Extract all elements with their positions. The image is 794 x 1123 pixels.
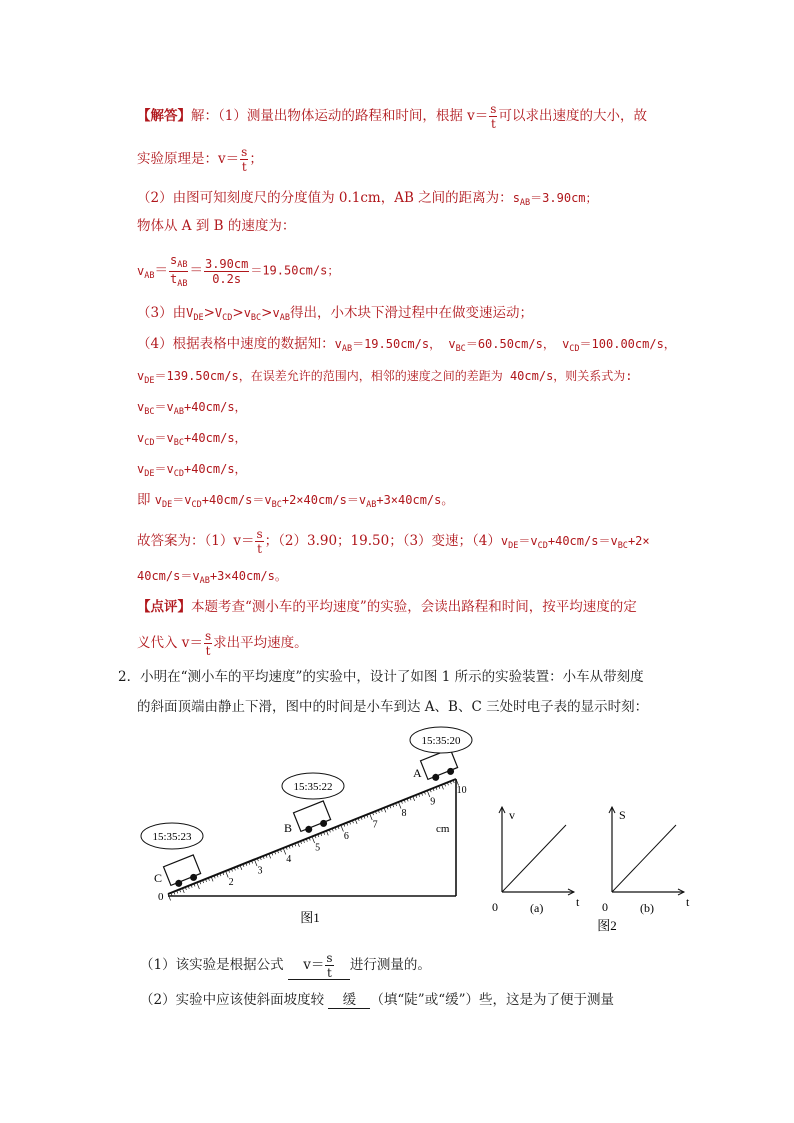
fraction-s-over-t: $\frac{s}{t}$ [204,629,212,658]
ruler-tick-label: 5 [315,842,321,854]
question-number: 2． [118,669,141,685]
answer-final-2: $40cm/s=v_{AB}+3\times 40cm/s$。 [137,569,287,586]
graph-b-caption: (b) [640,901,654,915]
graph-b-line [612,825,676,892]
answer-line-7: （4）根据表格中速度的数据知：$v_{AB}=19.50cm/s$， $v_{BC}=60.50cm/s$， $v_{CD}=100.00cm/s$， [137,336,676,354]
graph-b-origin: 0 [602,900,608,914]
fraction-s-over-t: $\frac{s}{t}$ [490,102,497,131]
answer-line-2: 实验原理是：v＝ $\frac{s}{t}$ ； [137,145,263,174]
ruler-tick-label: 4 [286,853,292,865]
answer-line-5: $v_{AB}=$ $\frac{s_{AB}}{t_{AB}}$ ＝ $\frac{3.90cm}{0.2s}$ ＝19.50cm/s； [137,253,340,289]
answer-line-3: （2）由图可知刻度尺的分度值为 0.1cm，AB 之间的距离为：$s_{AB}=3.90cm$； [137,190,598,208]
graph-a-x-label: t [576,895,580,909]
answer-blank-formula: v＝ $\frac{s}{t}$ [288,952,350,980]
answer-line-1: 【解答】解：（1）测量出物体运动的路程和时间，根据 v＝ $\frac{s}{t}$ 可以求出速度的大小，故 [137,102,647,131]
comment-tag: 【点评】 [137,599,191,615]
cart-at-A [420,749,459,784]
answer-tag: 【解答】 [137,108,191,124]
fraction-s-over-t: $\frac{s}{t}$ [241,145,248,174]
ruler-tick-label: 10 [456,784,467,796]
cart-body [163,855,200,885]
comment-line-1: 【点评】本题考查“测小车的平均速度”的实验，会读出路程和时间，按平均速度的定 [137,599,637,615]
figure-1-caption: 图1 [300,910,320,925]
ruler-tick-label: 7 [372,819,378,831]
fraction-s-over-t: $\frac{s}{t}$ [326,951,333,980]
timer-C-time: 15:35:23 [152,831,192,843]
graph-b-y-label: S [619,808,626,822]
fraction-distance-over-time: $\frac{3.90cm}{0.2s}$ [204,256,249,286]
answer-line-12: 即 $v_{DE}=v_{CD}+40cm/s=v_{BC}+2\times 40cm/s=v_{AB}+3\times 40cm/s$。 [137,492,454,510]
question2-line-2: 的斜面顶端由静止下滑，图中的时间是小车到达 A、B、C 三处时电子表的显示时刻： [137,699,649,715]
ruler-tick-label: 2 [228,876,234,888]
ruler-tick [197,883,200,890]
cart-body [293,801,330,831]
ruler-tick-label: 3 [257,865,263,877]
graph-a-origin: 0 [492,900,498,914]
figure-2-graphs [480,790,720,940]
figure-2-caption: 图2 [597,918,617,933]
fraction-sab-over-tab: $\frac{s_{AB}}{t_{AB}}$ [169,253,188,289]
graph-a-caption: (a) [530,901,544,915]
point-label-B: B [284,821,293,835]
cart-body [420,749,457,779]
fraction-s-over-t: $\frac{s}{t}$ [256,527,263,556]
question2-part2: （2）实验中应该使斜面坡度较 缓 （填“陡”或“缓”）些，这是为了便于测量 [140,992,614,1008]
ruler-tick-label: 9 [430,796,436,808]
answer-final-1: 故答案为：（1）v＝ $\frac{s}{t}$ ；（2）3.90；19.50；（3）变速；$(4)v_{DE}=v_{CD}+40cm/s=v_{BC}+2\times$ [137,527,650,556]
graph-b-x-label: t [686,895,690,909]
answer-line-6: （3）由$V_{DE}>V_{CD}>v_{BC}>v_{AB}$得出，小木块下滑过程中在做变速运动； [137,305,533,323]
cart-at-C [163,855,202,890]
answer-line-10: $v_{CD}=v_{BC}+40cm/s$， [137,431,247,448]
timer-B-time: 15:35:22 [293,781,333,793]
ruler-tick [168,894,171,901]
answer-line-9: $v_{BC}=v_{AB}+40cm/s$， [137,400,247,417]
question2-line-1: 2．小明在“测小车的平均速度”的实验中，设计了如图 1 所示的实验装置：小车从带刻度 [118,669,644,685]
answer-blank-slope: 缓 [328,992,370,1009]
graph-a-y-label: v [509,808,515,822]
graph-a-line [502,825,566,892]
ruler-tick-label: 8 [401,807,407,819]
answer-line-11: $v_{DE}=v_{CD}+40cm/s$， [137,462,247,479]
question2-part1: （1）该实验是根据公式 v＝ $\frac{s}{t}$ 进行测量的。 [140,951,431,980]
answer-line-8: $v_{DE}=139.50cm/s$，在误差允许的范围内，相邻的速度之间的差距为 40cm/s，则关系式为: [137,369,633,386]
answer-line-4: 物体从 A 到 B 的速度为： [137,218,296,234]
point-label-A: A [413,766,422,780]
comment-line-2: 义代入 v＝ $\frac{s}{t}$ 求出平均速度。 [137,629,308,658]
figure-1-incline-apparatus [140,722,480,927]
origin-label: 0 [158,891,164,903]
ruler-unit: cm [436,823,450,835]
timer-A-time: 15:35:20 [421,735,461,747]
ruler-tick-label: 6 [343,830,349,842]
point-label-C: C [154,871,163,885]
